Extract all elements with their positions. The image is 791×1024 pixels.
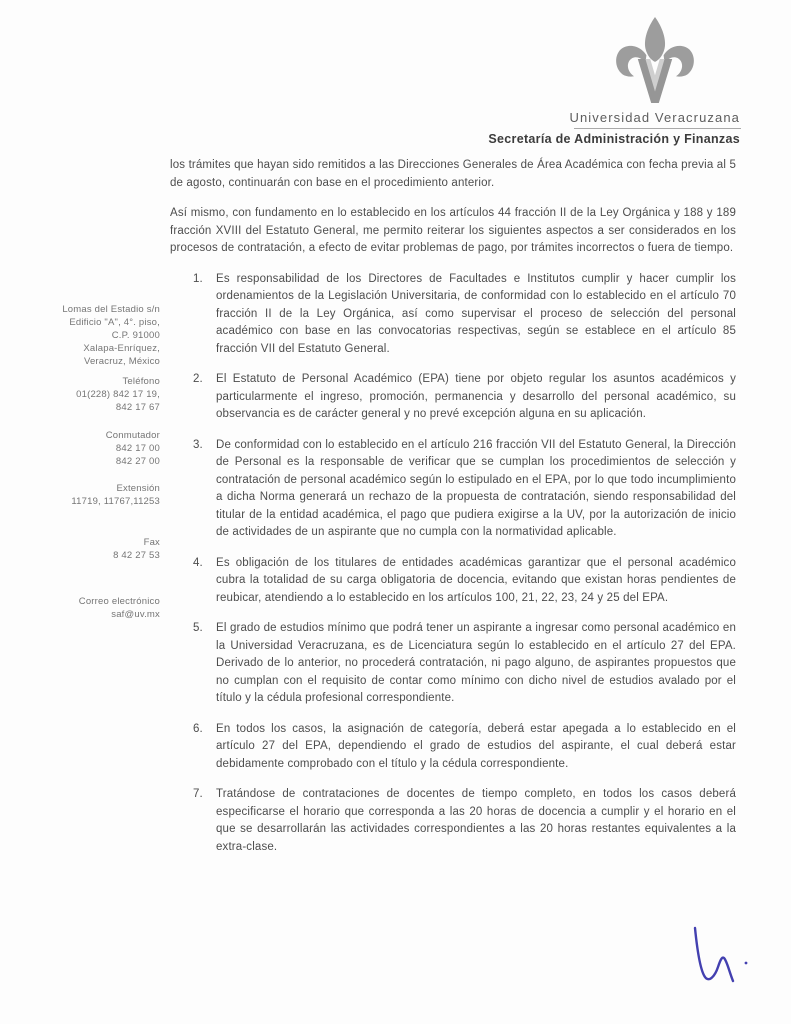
item-text: De conformidad con lo establecido en el artículo 216 fracción VII del Estatuto General, la Dirección de Personal es la responsable de verificar que se cumplan los procedimientos de selección y contratación de personal académico según lo estipulado en el EPA, por lo que todo incumplimiento a dicha Norma generará un rechazo de la propuesta de contratación, siendo responsabilidad del titular de la entidad académica, el pago que pudiera exigirse a la UV, por la autorización de inicio de actividades de un aspirante que no cumpla con la normatividad aplicable. [216, 438, 736, 538]
phone-number: 842 17 67 [115, 402, 160, 413]
list-item [170, 721, 736, 774]
letter-body [170, 157, 736, 869]
email-block [30, 595, 160, 621]
switchboard-label: Conmutador [105, 430, 160, 441]
item-text: El Estatuto de Personal Académico (EPA) tiene por objeto regular los asuntos académicos y particularmente el ingreso, promoción, permanencia y desarrollo del personal académico, su observancia es de carácter general y no prevé excepción alguna en su aplicación. [216, 373, 736, 420]
item-number: 3. [193, 438, 203, 451]
letterhead [0, 0, 791, 150]
switchboard-block [30, 429, 160, 468]
address-line: Veracruz, México [83, 356, 160, 367]
phone-block [30, 375, 160, 414]
fax-number: 8 42 27 53 [113, 550, 160, 561]
fax-block [30, 536, 160, 562]
letterhead-divider [574, 128, 741, 129]
department-name: Secretaría de Administración y Finanzas [488, 132, 740, 146]
item-number: 7. [193, 788, 203, 800]
fleur-de-lis-icon [612, 14, 698, 106]
paragraph: Así mismo, con fundamento en lo establecido en los artículos 44 fracción II de la Ley Orgánica y 188 y 189 fracción XVIII del Estatuto General, me permito reiterar los siguientes aspectos a ser considerados en los procesos de contratación, a efecto de evitar problemas de pago, por trámites incorrectos o fuera de tiempo. [170, 207, 736, 254]
address-line: Xalapa-Enríquez, [83, 343, 160, 354]
item-text: En todos los casos, la asignación de categoría, deberá estar apegada a lo establecido en el artículo 27 del EPA, dependiendo el grado de estudios del aspirante, el cual deberá estar debidamente comprobado con el título y la cédula correspondiente. [216, 722, 736, 770]
contact-sidebar [30, 303, 160, 621]
switchboard-number: 842 17 00 [115, 443, 160, 454]
item-text: Es responsabilidad de los Directores de Facultades e Institutos cumplir y hacer cumplir los ordenamientos de la Legislación Universitaria, de conformidad con lo establecido en el artículo 70 fracción II de la Ley Orgánica, así como supervisar el proceso de selección del personal académico con base en las convocatorias respectivas, según se establece en el artículo 85 fracción VII del Estatuto General. [216, 272, 736, 355]
institution-name: Universidad Veracruzana [569, 110, 740, 125]
email-address: saf@uv.mx [111, 609, 160, 620]
list-item [170, 437, 736, 542]
item-number: 2. [193, 373, 203, 385]
item-text: El grado de estudios mínimo que podrá tener un aspirante a ingresar como personal académico en la Universidad Veracruzana, es de Licenciatura según lo establecido en el artículo 27 del EPA. Derivado de lo anterior, no procederá contratación, ni pago alguno, de aspirantes propuestos que no cumplan con el requisito de contar como mínimo con dicho nivel de estudios avalado por el título y la cédula profesional correspondiente. [216, 622, 736, 704]
address-line: C.P. 91000 [111, 330, 160, 341]
extension-numbers: 11719, 11767,11253 [71, 496, 160, 507]
list-item [170, 620, 736, 708]
list-item [170, 371, 736, 424]
extension-block [30, 482, 160, 508]
ink-dot [745, 962, 748, 965]
phone-label: Teléfono [122, 376, 160, 387]
address-line: Edificio "A", 4°. piso, [69, 317, 160, 328]
item-text: Tratándose de contrataciones de docentes de tiempo completo, en todos los casos deberá especificarse el horario que corresponda a las 20 horas de docencia a cumplir y el horario en el que se desarrollarán las actividades correspondientes a las 20 horas restantes equivalentes a la extra-clase. [216, 788, 736, 853]
switchboard-number: 842 27 00 [115, 456, 160, 467]
extension-label: Extensión [116, 483, 160, 494]
uv-logo [612, 14, 698, 106]
email-label: Correo electrónico [78, 596, 160, 607]
item-number: 4. [193, 556, 203, 569]
numbered-list [170, 271, 736, 857]
paragraph: los trámites que hayan sido remitidos a las Direcciones Generales de Área Académica con fecha previa al 5 de agosto, continuarán con base en el procedimiento anterior. [170, 159, 736, 189]
fax-label: Fax [143, 537, 160, 548]
address-block [30, 303, 160, 368]
handwritten-ink-mark [640, 915, 760, 1015]
list-item [170, 271, 736, 359]
list-item [170, 786, 736, 856]
item-number: 1. [193, 272, 203, 285]
item-number: 5. [193, 622, 203, 634]
phone-number: 01(228) 842 17 19, [76, 389, 160, 400]
address-line: Lomas del Estadio s/n [62, 304, 160, 315]
item-text: Es obligación de los titulares de entidades académicas garantizar que el personal académico cubra la totalidad de su carga obligatoria de docencia, evitando que existan horas pendientes de reubicar, atendiendo a lo establecido en los artículos 100, 21, 22, 23, 24 y 25 del EPA. [216, 556, 736, 604]
item-number: 6. [193, 722, 203, 735]
list-item [170, 555, 736, 608]
